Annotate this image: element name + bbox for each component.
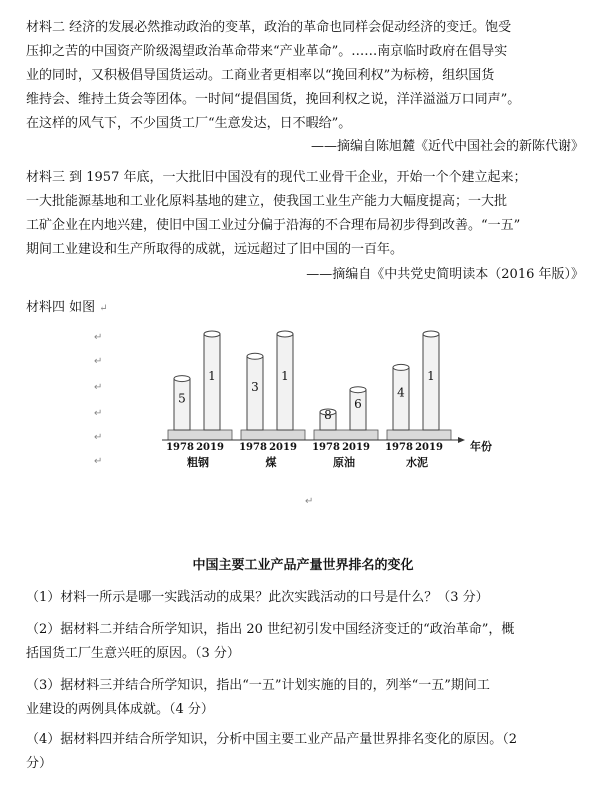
paragraph-mark-icon: ↵: [94, 456, 103, 467]
group-label: 粗钢: [187, 456, 209, 469]
chart-title: 中国主要工业产品产量世界排名的变化: [192, 558, 414, 573]
paragraph-mark-icon: ↵: [94, 332, 103, 343]
paragraph-mark-icon: ↵: [94, 432, 103, 443]
paragraph-mark-icon: ↵: [94, 408, 103, 419]
bar-value-label: 5: [178, 391, 186, 406]
material3-line: 期间工业建设和生产所取得的成就，远远超过了旧中国的一百年。: [26, 242, 404, 257]
bar-cap: [204, 331, 220, 337]
year-tick-label: 2019: [415, 442, 443, 453]
material2-line: 材料二 经济的发展必然推动政治的变革，政治的革命也同样会促动经济的变迁。饱受: [26, 20, 512, 35]
paragraph-mark-icon: ↵: [305, 496, 314, 507]
question-line: （1）材料一所示是哪一实践活动的成果？此次实践活动的口号是什么？（3 分）: [26, 590, 489, 605]
year-tick-label: 1978: [239, 442, 267, 453]
x-axis-label: 年份: [470, 440, 492, 453]
material2-paragraph: [26, 16, 588, 136]
bar-cap: [393, 364, 409, 370]
bar-value-label: 1: [281, 369, 289, 383]
bar-value-label: 3: [251, 380, 259, 395]
material3-paragraph: [26, 166, 588, 262]
ranking-chart: [90, 318, 510, 508]
year-tick-label: 2019: [342, 442, 370, 453]
material3-line: 工矿企业在内地兴建，使旧中国工业过分偏于沿海的不合理布局初步得到改善。“一五”: [26, 218, 521, 233]
paragraph-mark-icon: ↵: [94, 382, 103, 393]
material3-line: 材料三 到 1957 年底，一大批旧中国没有的现代工业骨干企业，开始一个个建立起来；: [26, 170, 527, 185]
bar-cap: [277, 331, 293, 337]
bar-cap: [247, 353, 263, 359]
base-platform: [314, 430, 378, 440]
bar-value-label: 4: [397, 385, 405, 400]
bar-value-label: 1: [208, 369, 216, 383]
year-tick-label: 1978: [312, 442, 340, 453]
material3-source: ——摘编自《中共党史简明读本（2016 年版）》: [306, 267, 584, 282]
bar-cap: [350, 387, 366, 393]
material2-line: 维持会、维持土货会等团体。一时间“提倡国货，挽回利权之说，洋洋溢溢万口同声”。: [26, 92, 521, 107]
material2-line: 压抑之苦的中国资产阶级渴望政治革命带来“产业革命”。……南京临时政府在倡导实: [26, 44, 508, 59]
question-3: [26, 674, 588, 722]
material2-source: ——摘编自陈旭麓《近代中国社会的新陈代谢》: [310, 139, 584, 154]
question-1: [26, 586, 588, 610]
bar-cap: [174, 376, 190, 382]
year-tick-label: 2019: [269, 442, 297, 453]
x-axis-arrow-icon: [458, 437, 465, 443]
year-tick-label: 2019: [196, 442, 224, 453]
bar-value-label: 8: [324, 408, 332, 422]
question-line: 分）: [26, 756, 53, 771]
material3-line: 一大批能源基地和工业化原料基地的建立，使我国工业生产能力大幅度提高；一大批: [26, 194, 508, 209]
question-line: 括国货工厂生意兴旺的原因。（3 分）: [26, 646, 240, 661]
bar-value-label: 1: [427, 369, 435, 383]
base-platform: [241, 430, 305, 440]
question-4: [26, 728, 588, 776]
material2-line: 在这样的风气下，不少国货工厂“生意发达，日不暇给”。: [26, 116, 352, 131]
question-line: （3）据材料三并结合所学知识，指出“一五”计划实施的目的，列举“一五”期间工: [26, 678, 490, 693]
material2-line: 业的同时，又积极倡导国货运动。工商业者更相率以“挽回利权”为标榜，组织国货: [26, 68, 495, 83]
year-tick-label: 1978: [385, 442, 413, 453]
bar-value-label: 6: [354, 396, 362, 411]
paragraph-mark-icon: ↵: [94, 356, 103, 367]
base-platform: [168, 430, 232, 440]
question-line: 业建设的两例具体成就。（4 分）: [26, 702, 214, 717]
material4-label-text: 材料四 如图: [26, 300, 96, 315]
group-label: 水泥: [406, 456, 428, 469]
paragraph-mark-icon: ↵: [99, 303, 108, 314]
group-label: 煤: [265, 456, 277, 469]
question-line: （2）据材料二并结合所学知识，指出 20 世纪初引发中国经济变迁的“政治革命”，概: [26, 622, 515, 637]
bar-cap: [423, 331, 439, 337]
question-line: （4）据材料四并结合所学知识，分析中国主要工业产品产量世界排名变化的原因。（2: [26, 732, 518, 747]
question-2: [26, 618, 588, 666]
base-platform: [387, 430, 451, 440]
year-tick-label: 1978: [166, 442, 194, 453]
group-label: 原油: [333, 456, 355, 469]
